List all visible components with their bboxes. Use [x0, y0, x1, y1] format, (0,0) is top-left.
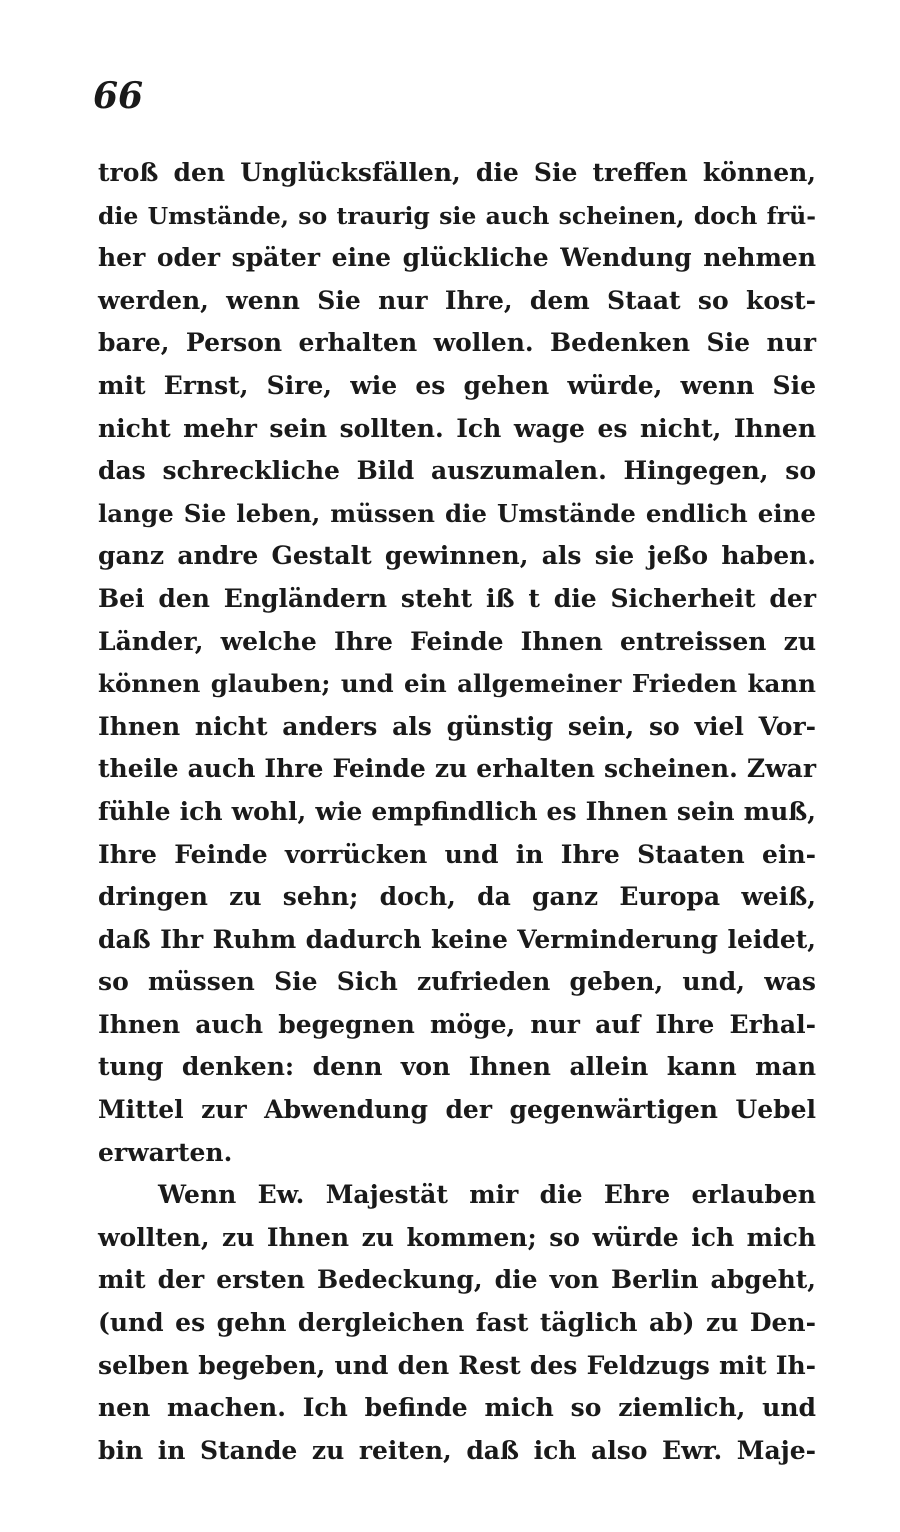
text-line: bin in Stande zu reiten, daß ich also Ewr. Maje-: [98, 1435, 816, 1465]
text-line: Ihnen nicht anders als günstig sein, so viel Vor-: [98, 711, 816, 741]
text-line: theile auch Ihre Feinde zu erhalten scheinen. Zwar: [98, 754, 816, 784]
text-line: fühle ich wohl, wie empfindlich es Ihnen sein muß,: [98, 796, 816, 826]
text-line: ganz andre Gestalt gewinnen, als sie jeßo haben.: [98, 541, 816, 571]
text-line: selben begeben, und den Rest des Feldzugs mit Ih-: [98, 1350, 816, 1380]
text-line: mit Ernst, Sire, wie es gehen würde, wenn Sie: [98, 370, 816, 400]
text-line: her oder später eine glückliche Wendung nehmen: [98, 243, 816, 273]
text-line: Ihnen auch begegnen möge, nur auf Ihre Erhal-: [98, 1009, 816, 1039]
text-line: mit der ersten Bedeckung, die von Berlin abgeht,: [98, 1265, 816, 1295]
text-line: Mittel zur Abwendung der gegenwärtigen Uebel: [98, 1095, 816, 1125]
body-text: [98, 152, 816, 1472]
page-number: 66: [93, 75, 144, 117]
text-line: nen machen. Ich befinde mich so ziemlich, und: [98, 1393, 816, 1423]
text-line-paragraph-start: Wenn Ew. Majestät mir die Ehre erlauben: [158, 1180, 816, 1210]
text-line: können glauben; und ein allgemeiner Frieden kann: [98, 669, 816, 699]
text-line: tung denken: denn von Ihnen allein kann man: [98, 1052, 816, 1082]
text-line: lange Sie leben, müssen die Umstände endlich eine: [98, 498, 816, 528]
text-line: die Umstände, so traurig sie auch scheinen, doch frü-: [98, 201, 816, 230]
text-line: so müssen Sie Sich zufrieden geben, und, was: [98, 967, 816, 997]
text-line: troß den Unglücksfällen, die Sie treffen können,: [98, 158, 816, 187]
text-line: werden, wenn Sie nur Ihre, dem Staat so kost-: [98, 285, 816, 315]
text-line: Ihre Feinde vorrücken und in Ihre Staaten ein-: [98, 839, 816, 869]
text-line: daß Ihr Ruhm dadurch keine Verminderung leidet,: [98, 924, 816, 954]
text-line: nicht mehr sein sollten. Ich wage es nicht, Ihnen: [98, 413, 816, 443]
text-line-paragraph-end: erwarten.: [98, 1137, 233, 1167]
text-line: bare, Person erhalten wollen. Bedenken Sie nur: [98, 328, 816, 358]
text-line: wollten, zu Ihnen zu kommen; so würde ich mich: [98, 1222, 816, 1252]
text-line: das schreckliche Bild auszumalen. Hingegen, so: [98, 456, 816, 486]
text-line: dringen zu sehn; doch, da ganz Europa weiß,: [98, 882, 816, 912]
text-line: Bei den Engländern steht iß t die Sicherheit der: [98, 583, 816, 613]
text-line: (und es gehn dergleichen fast täglich ab) zu Den-: [98, 1308, 816, 1338]
text-line: Länder, welche Ihre Feinde Ihnen entreissen zu: [98, 626, 816, 656]
